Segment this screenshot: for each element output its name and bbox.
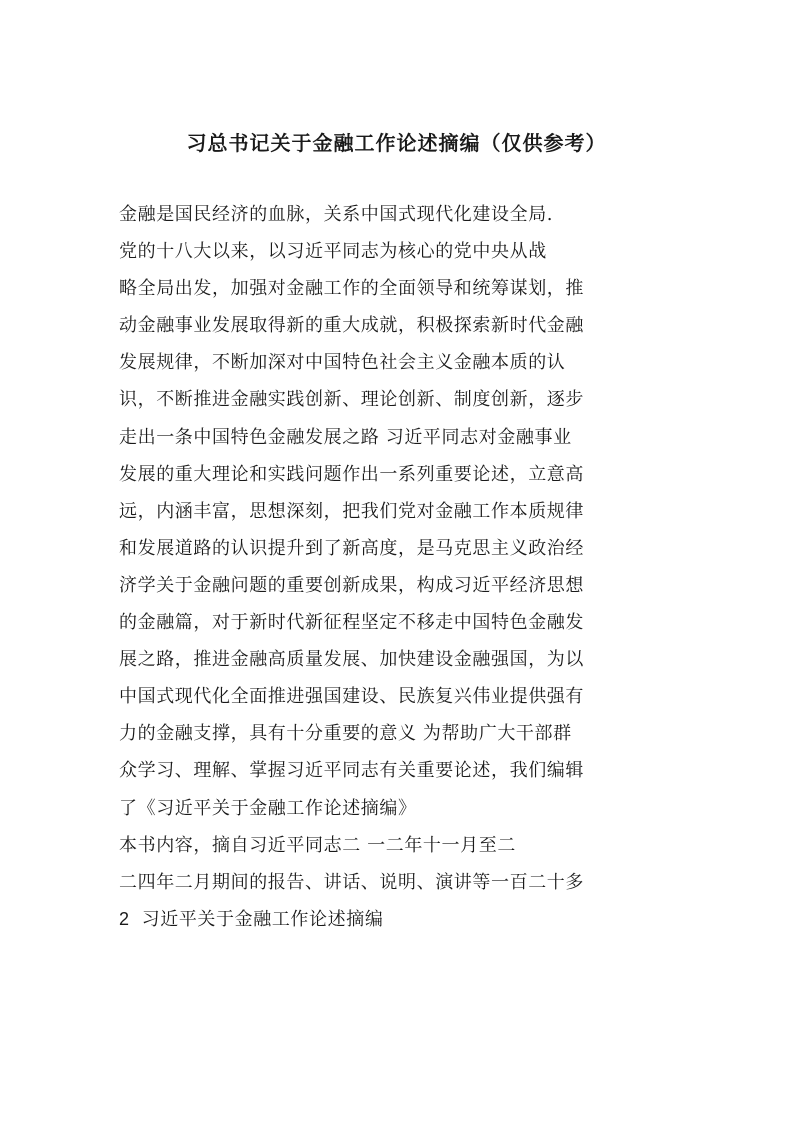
document-title: 习总书记关于金融工作论述摘编（仅供参考） bbox=[186, 131, 607, 155]
body-line: 和发展道路的认识提升到了新高度，是马克思主义政治经 bbox=[119, 537, 584, 559]
body-line: 二四年二月期间的报告、讲话、说明、演讲等一百二十多 bbox=[119, 871, 584, 893]
body-line: 济学关于金融问题的重要创新成果，构成习近平经济思想 bbox=[119, 574, 584, 596]
running-footer-text: 习近平关于金融工作论述摘编 bbox=[141, 908, 384, 930]
body-line: 远，内涵丰富，思想深刻，把我们党对金融工作本质规律 bbox=[119, 500, 584, 522]
running-footer bbox=[119, 901, 599, 938]
body-line: 发展规律，不断加深对中国特色社会主义金融本质的认 bbox=[119, 352, 566, 374]
body-line: 了《习近平关于金融工作论述摘编》 bbox=[119, 797, 417, 819]
document-body bbox=[119, 196, 599, 938]
body-line: 众学习、理解、掌握习近平同志有关重要论述，我们编辑 bbox=[119, 760, 584, 782]
body-line: 走出一条中国特色金融发展之路 习近平同志对金融事业 bbox=[119, 426, 572, 448]
body-line: 中国式现代化全面推进强国建设、民族复兴伟业提供强有 bbox=[119, 686, 584, 708]
body-line: 党的十八大以来，以习近平同志为核心的党中央从战 bbox=[119, 241, 547, 263]
body-line: 识，不断推进金融实践创新、理论创新、制度创新，逐步 bbox=[119, 389, 584, 411]
body-line: 略全局出发，加强对金融工作的全面领导和统筹谋划，推 bbox=[119, 278, 584, 300]
body-line: 力的金融支撑，具有十分重要的意义 为帮助广大干部群 bbox=[119, 723, 572, 745]
body-line: 发展的重大理论和实践问题作出一系列重要论述，立意高 bbox=[119, 463, 584, 485]
body-line: 展之路，推进金融高质量发展、加快建设金融强国，为以 bbox=[119, 649, 584, 671]
body-line: 的金融篇，对于新时代新征程坚定不移走中国特色金融发 bbox=[119, 612, 584, 634]
body-line: 本书内容，摘自习近平同志二 一二年十一月至二 bbox=[119, 834, 516, 856]
page-number: 2 bbox=[119, 908, 130, 929]
body-line: 金融是国民经济的血脉，关系中国式现代化建设全局. bbox=[119, 204, 554, 225]
body-line: 动金融事业发展取得新的重大成就，积极探索新时代金融 bbox=[119, 315, 584, 337]
